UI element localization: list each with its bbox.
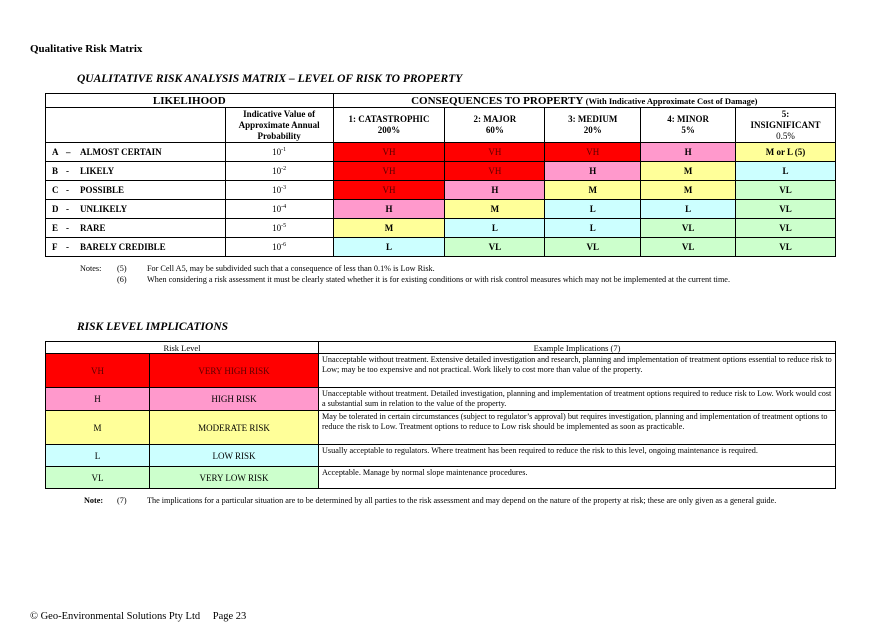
risk-cell: VL [736,238,836,257]
matrix-row [46,143,836,162]
risk-level-code: L [46,445,150,467]
probability-value: $10^{-5}$ [225,219,333,238]
implication-text: Usually acceptable to regulators. Where treatment has been required to reduce the risk to this level, ongoing maintenance is required. [319,445,836,467]
note-6-number: (6) [117,275,127,284]
probability-value: $10^{-4}$ [225,200,333,219]
risk-cell: M or L (5) [736,143,836,162]
risk-cell: H [641,143,736,162]
matrix-row [46,181,836,200]
matrix-row [46,238,836,257]
risk-level-name: HIGH RISK [150,388,319,411]
risk-cell: VH [545,143,641,162]
risk-cell: VH [333,162,445,181]
note-5-text: For Cell A5, may be subdivided such that a consequence of less than 0.1% is Low Risk. [147,264,435,273]
implication-text: May be tolerated in certain circumstances (subject to regulator’s approval) but requires investigation, planning and implementation of treatment options to reduce the risk to Low. Treatment options to reduce to Low risk should be implemented as soon as practicable. [319,411,836,445]
implication-text: Unacceptable without treatment. Extensive detailed investigation and research, planning and implementation of treatment options essential to reduce risk to Low; may be too expensive and not practical. Work likely to cost more than value of the property. [319,354,836,388]
consequence-col-1: 1: CATASTROPHIC 200% [333,108,445,143]
risk-cell: VL [641,238,736,257]
likelihood-blank-header [46,108,226,143]
implication-row [46,388,836,411]
risk-cell: M [545,181,641,200]
risk-cell: L [545,200,641,219]
matrix-row [46,219,836,238]
consequence-col-4: 4: MINOR 5% [641,108,736,143]
document-title: Qualitative Risk Matrix [30,43,143,55]
implication-row [46,411,836,445]
implication-text: Unacceptable without treatment. Detailed investigation, planning and implementation of treatment options required to reduce risk to Low. Work would cost a substantial sum in relation to the value of the property. [319,388,836,411]
likelihood-label: C - POSSIBLE [46,181,226,200]
probability-value: $10^{-3}$ [225,181,333,200]
matrix-row [46,162,836,181]
note-7-label: Note: [84,496,104,505]
risk-cell: VL [736,181,836,200]
likelihood-label: E - RARE [46,219,226,238]
risk-level-code: M [46,411,150,445]
likelihood-label: F - BARELY CREDIBLE [46,238,226,257]
consequences-title: CONSEQUENCES TO PROPERTY [411,94,583,107]
implication-row [46,467,836,489]
risk-cell: H [333,200,445,219]
risk-cell: VH [445,162,545,181]
risk-cell: H [545,162,641,181]
risk-cell: L [333,238,445,257]
likelihood-header: LIKELIHOOD [46,94,334,108]
likelihood-label: B - LIKELY [46,162,226,181]
section-title-implications: RISK LEVEL IMPLICATIONS [77,321,229,333]
example-implications-header: Example Implications (7) [319,342,836,354]
risk-cell: VL [641,219,736,238]
risk-level-name: LOW RISK [150,445,319,467]
matrix-row [46,200,836,219]
consequence-col-2: 2: MAJOR 60% [445,108,545,143]
probability-header: Indicative Value of Approximate Annual Probability [225,108,333,143]
consequence-col-5: 5: INSIGNIFICANT 0.5% [736,108,836,143]
risk-cell: L [445,219,545,238]
note-6-text: When considering a risk assessment it must be clearly stated whether it is for existing conditions or with risk control measures which may not be implemented at the current time. [147,275,730,284]
risk-cell: VH [333,181,445,200]
risk-cell: H [445,181,545,200]
notes-label: Notes: [80,264,102,273]
risk-cell: M [445,200,545,219]
likelihood-label: A – ALMOST CERTAIN [46,143,226,162]
risk-cell: M [641,162,736,181]
copyright-text: © Geo-Environmental Solutions Pty Ltd [30,611,201,622]
risk-level-name: MODERATE RISK [150,411,319,445]
page-footer [30,611,256,622]
risk-level-code: H [46,388,150,411]
risk-cell: VH [445,143,545,162]
risk-implications-table [45,341,836,489]
consequences-header [333,94,835,108]
note-7-text: The implications for a particular situation are to be determined by all parties to the risk assessment and may depend on the nature of the property at risk; these are only given as a general guide. [147,496,777,505]
risk-cell: VL [736,219,836,238]
implication-row [46,445,836,467]
section-title-risk-matrix: QUALITATIVE RISK ANALYSIS MATRIX – LEVEL OF RISK TO PROPERTY [77,73,463,85]
probability-value: $10^{-6}$ [225,238,333,257]
implication-row [46,354,836,388]
risk-cell: VL [736,200,836,219]
risk-cell: L [641,200,736,219]
risk-cell: VL [545,238,641,257]
risk-level-header: Risk Level [46,342,319,354]
probability-value: $10^{-1}$ [225,143,333,162]
note-7-number: (7) [117,496,127,505]
probability-value: $10^{-2}$ [225,162,333,181]
risk-cell: L [545,219,641,238]
risk-matrix-table [45,93,836,257]
risk-cell: VL [445,238,545,257]
implication-text: Acceptable. Manage by normal slope maintenance procedures. [319,467,836,489]
page-number: Page 23 [212,611,247,622]
likelihood-label: D - UNLIKELY [46,200,226,219]
risk-cell: VH [333,143,445,162]
risk-cell: M [641,181,736,200]
risk-cell: L [736,162,836,181]
risk-level-name: VERY HIGH RISK [150,354,319,388]
risk-level-code: VH [46,354,150,388]
risk-level-name: VERY LOW RISK [150,467,319,489]
note-5-number: (5) [117,264,127,273]
consequence-col-3: 3: MEDIUM 20% [545,108,641,143]
risk-cell: M [333,219,445,238]
risk-level-code: VL [46,467,150,489]
consequences-subtitle: (With Indicative Approximate Cost of Damage) [585,95,758,106]
